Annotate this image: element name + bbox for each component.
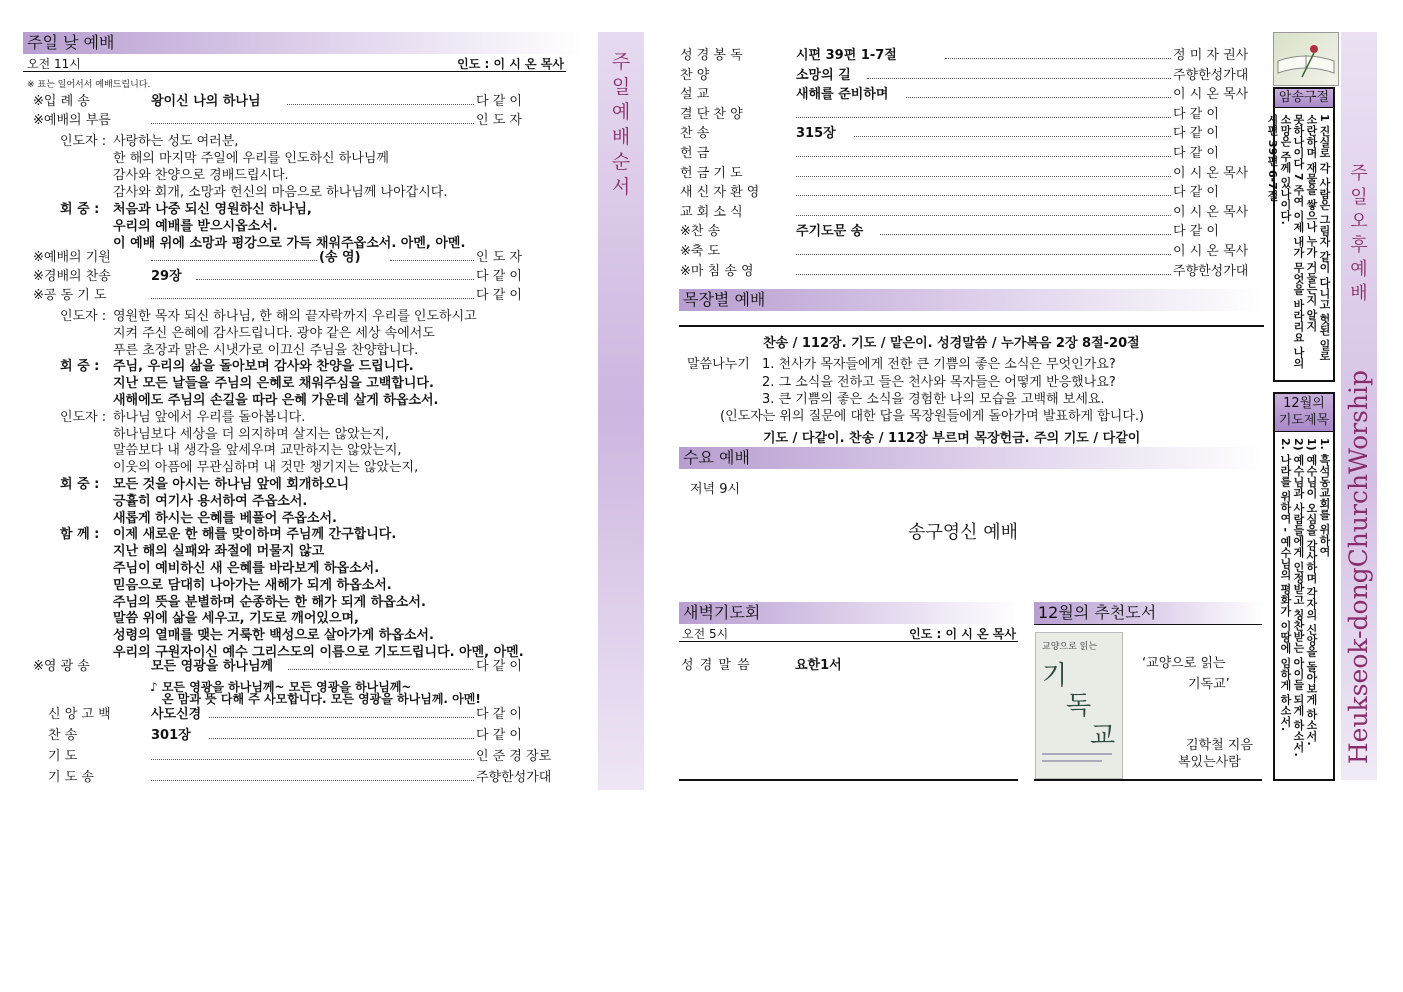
leader-dots	[880, 223, 1171, 235]
order-row	[680, 242, 1263, 261]
leader-dots	[796, 243, 1171, 255]
dawn-rule	[679, 779, 1018, 781]
group-line: 기도 / 다같이. 찬송 / 112장 부르며 목장헌금. 주의 기도 / 다같이	[763, 431, 1141, 446]
order-label: 결 단 찬 양	[680, 106, 743, 122]
order-label: ※예배의 부름	[33, 113, 111, 128]
order-title: (송 영)	[319, 250, 361, 265]
prayer-line: 믿음으로 담대히 나아가는 새해가 되게 하옵소서.	[113, 577, 392, 593]
order-row	[48, 747, 566, 766]
order-band-char: 순	[611, 151, 631, 173]
vertical-text-line: 못하나이다 7 주여 이제 내가 무엇을 바라리요 나의	[1292, 114, 1305, 369]
prayer-line: 성령의 열매를 맺는 거룩한 백성으로 살아가게 하옵소서.	[113, 628, 434, 644]
order-who: 다 같 이	[1173, 224, 1219, 240]
order-row	[680, 124, 1263, 143]
order-who: 다 같 이	[1173, 106, 1219, 122]
call-line: 우리의 예배를 받으시옵소서.	[113, 219, 278, 234]
afternoon-band	[1341, 32, 1377, 780]
book-cover	[1035, 632, 1123, 779]
prayer-speaker-label: 함 께 :	[60, 527, 100, 543]
prayer-line: 새해에도 주님의 손길을 따라 은혜 가운데 살게 하옵소서.	[113, 393, 439, 408]
prayer-line: 주님의 뜻을 분별하며 순종하는 한 해가 되게 하옵소서.	[113, 594, 426, 610]
order-label: 찬 송	[680, 126, 710, 142]
order-title: 모든 영광을 하나님께	[151, 659, 274, 674]
order-who: 다 같 이	[1173, 126, 1219, 142]
sharing-question: 1. 천사가 목자들에게 전한 큰 기쁨의 좋은 소식은 무엇인가요?	[762, 357, 1116, 372]
order-row	[48, 705, 566, 724]
leader-dots	[151, 287, 474, 299]
order-who: 다 같 이	[476, 94, 522, 109]
prayer-topics-box	[1273, 392, 1335, 781]
order-band-char: 예	[611, 101, 631, 123]
order-label: ※입 례 송	[33, 94, 90, 109]
leader-dots	[151, 112, 474, 124]
leader-dots	[796, 204, 1171, 216]
book-title: ‘교양으로 읽는	[1142, 656, 1226, 671]
order-title: 315장	[796, 126, 836, 142]
order-label: ※축 도	[680, 244, 721, 259]
glory-lyric: ♪ 모든 영광을 하나님께~ 모든 영광을 하나님께~	[150, 680, 412, 694]
afternoon-band-char: 주	[1350, 163, 1368, 184]
order-label: 신 앙 고 백	[48, 707, 111, 722]
order-who: 이 시 온 목사	[1173, 204, 1249, 220]
bible-image	[1273, 32, 1339, 86]
order-label: 찬 송	[48, 728, 78, 743]
order-row	[680, 262, 1263, 281]
order-title: 301장	[151, 728, 191, 743]
order-who: 인 도 자	[476, 250, 522, 265]
prayer-line: 주님, 우리의 삶을 돌아보며 감사와 찬양을 드립니다.	[113, 359, 414, 375]
order-label: 교 회 소 식	[680, 204, 743, 220]
order-label: 설 교	[680, 87, 710, 103]
afternoon-band-char: 일	[1350, 187, 1368, 208]
sharing-question: 2. 그 소식을 전하고 들은 천사와 목자들은 어떻게 반응했나요?	[762, 375, 1116, 390]
order-label: 성 경 봉 독	[680, 48, 743, 63]
sharing-note: (인도자는 위의 질문에 대한 답을 목장원들에게 돌아가며 발표하게 합니다.)	[720, 409, 1145, 424]
prayer-line: 우리의 구원자이신 예수 그리스도의 이름으로 기도드립니다. 아멘, 아멘.	[113, 645, 524, 660]
book-cover-subtitle: 교양으로 읽는	[1042, 642, 1098, 652]
memory-verse-header: 암송구절	[1275, 89, 1333, 108]
call-line: 한 해의 마지막 주일에 우리를 인도하신 하나님께	[113, 151, 389, 166]
call-line: 감사와 회개, 소망과 헌신의 마음으로 하나님께 나아갑시다.	[113, 185, 448, 200]
sunday-worship-header: 주일 낮 예배	[23, 32, 583, 54]
order-who: 정 미 자 권사	[1173, 48, 1249, 63]
prayer-line: 지난 모든 날들을 주님의 은혜로 채워주심을 고백합니다.	[113, 376, 434, 392]
order-row	[680, 46, 1263, 65]
order-label: 새 신 자 환 영	[680, 185, 760, 201]
prayer-topics-header: 12월의 기도제목	[1275, 394, 1333, 432]
leader-dots	[796, 184, 1171, 196]
leader-dots	[867, 67, 1171, 79]
prayer-line: 새롭게 하시는 은혜를 베풀어 주옵소서.	[113, 510, 337, 526]
leader-dots	[151, 249, 317, 261]
order-title: 29장	[151, 269, 182, 284]
call-line: 이 예배 위에 소망과 평강으로 가득 채워주옵소서. 아멘, 아멘.	[113, 236, 466, 251]
order-who: 이 시 온 목사	[1173, 87, 1249, 103]
prayer-line: 이제 새로운 한 해를 맞이하며 주님께 간구합니다.	[113, 527, 397, 543]
church-brand: Heukseok-dongChurchWorship	[1344, 370, 1373, 765]
dawn-scripture-label: 성 경 말 씀	[681, 658, 751, 673]
order-row	[33, 267, 566, 286]
standing-note: ※ 표는 일어서서 예배드립니다.	[27, 80, 151, 90]
order-who: 주향한성가대	[476, 770, 552, 785]
book-cover-line	[1042, 753, 1112, 755]
vertical-text-line: 시편 39편 6-7절	[1266, 114, 1279, 201]
order-label: ※영 광 송	[33, 659, 90, 674]
prayer-line: 영원한 목자 되신 하나님, 한 해의 끝자락까지 우리를 인도하시고	[113, 309, 477, 324]
vertical-text-line: 소란하며 재물을 쌓으나 누가 거둘는지 알지	[1305, 114, 1318, 332]
prayer-line: 주님이 예비하신 새 은혜를 바라보게 하옵소서.	[113, 561, 380, 576]
order-band-title	[598, 50, 644, 200]
afternoon-band-char: 배	[1350, 283, 1368, 304]
wednesday-time: 저녁 9시	[690, 482, 741, 497]
vertical-text-line: 1 진실로 각 사람은 그림자 같이 다니고 헛된 일로	[1318, 114, 1331, 362]
order-who: 주향한성가대	[1173, 67, 1249, 83]
order-title: 주기도문 송	[796, 224, 864, 240]
prayer-line: 긍휼히 여기사 용서하여 주옵소서.	[113, 493, 308, 509]
book-author: 김학철 지음	[1186, 738, 1253, 753]
order-who: 다 같 이	[476, 659, 522, 674]
order-label: ※공 동 기 도	[33, 288, 107, 303]
order-label: 찬 양	[680, 67, 710, 83]
leader-dots	[288, 658, 473, 670]
order-label: 헌 금	[680, 146, 710, 161]
book-bottom-rule	[1034, 779, 1262, 781]
call-line: 처음과 나중 되신 영원하신 하나님,	[113, 202, 312, 217]
order-label: 기 도	[48, 749, 78, 764]
dawn-time-row	[679, 624, 1018, 642]
prayer-line: 하나님보다 세상을 더 의지하며 살지는 않았는지,	[113, 426, 389, 442]
dawn-scripture-title: 요한1서	[795, 658, 842, 673]
prayer-line: 말씀 위에 삶을 세우고, 기도로 깨어있으며,	[113, 611, 359, 627]
leader-dots	[287, 93, 474, 105]
order-band-char: 서	[611, 176, 631, 198]
order-label: ※찬 송	[680, 224, 721, 240]
order-row	[33, 92, 566, 111]
order-title: 왕이신 나의 하나님	[151, 94, 261, 109]
leader-dots	[796, 263, 1171, 275]
order-band	[598, 32, 644, 790]
service-leader: 인도 : 이 시 온 목사	[457, 57, 564, 71]
order-row	[680, 183, 1263, 202]
vertical-text-line: 1) 예수님이 오심을 감사하며 각자의 신앙을 돌아보게 하소서.	[1305, 438, 1318, 746]
order-who: 다 같 이	[476, 288, 522, 303]
order-who: 이 시 온 목사	[1173, 165, 1249, 181]
prayer-line: 이웃의 아픔에 무관심하며 내 것만 챙기지는 않았는지,	[113, 460, 419, 476]
order-who: 주향한성가대	[1173, 263, 1249, 279]
order-title: 소망의 길	[796, 67, 851, 83]
order-row	[33, 111, 566, 130]
order-row	[48, 726, 566, 745]
afternoon-band-char: 예	[1350, 259, 1368, 280]
order-title: 새해를 준비하며	[796, 87, 889, 103]
order-title: 사도신경	[151, 707, 202, 722]
leader-dots	[796, 145, 1171, 157]
service-time: 오전 11시	[27, 57, 81, 71]
group-line: 찬송 / 112장. 기도 / 맡은이. 성경말씀 / 누가복음 2장 8절-20절	[763, 336, 1140, 351]
order-row	[680, 144, 1263, 163]
prayer-speaker-label: 회 중 :	[60, 359, 100, 375]
order-row	[680, 203, 1263, 222]
dawn-time: 오전 5시	[682, 627, 729, 641]
prayer-speaker-label: 인도자 :	[60, 309, 107, 324]
vertical-text-line: 1. 흑석동교회를 위하여	[1318, 438, 1331, 557]
order-band-char: 배	[611, 126, 631, 148]
leader-dots	[945, 47, 1171, 59]
order-row	[33, 286, 566, 305]
leader-label: 인도자 :	[60, 134, 107, 149]
order-band-char: 일	[611, 76, 631, 98]
memory-verse-text	[1266, 108, 1333, 378]
order-row	[680, 105, 1263, 124]
sharing-question: 3. 큰 기쁨의 좋은 소식을 경험한 나의 모습을 고백해 보세요.	[762, 392, 1105, 407]
order-label: ※경배의 찬송	[33, 269, 111, 284]
leader-dots	[151, 748, 474, 760]
vertical-text-line: 2) 예수님과 사람들에게 인정받고 칭찬받는 아이들 되게 하소서.	[1292, 438, 1305, 757]
order-row	[680, 222, 1263, 241]
order-who: 다 같 이	[476, 728, 522, 743]
book-cover-char: 교	[1090, 721, 1116, 751]
book-publisher: 복있는사람	[1178, 755, 1241, 770]
prayer-line: 하나님 앞에서 우리를 돌아봅니다.	[113, 409, 306, 425]
book-cover-char: 기	[1042, 661, 1068, 691]
glory-lyric: 온 맘과 뜻 다해 주 사모합니다. 모든 영광을 하나님께. 아멘!	[162, 692, 481, 706]
call-line: 사랑하는 성도 여러분,	[113, 134, 239, 149]
order-label: ※마 침 송 영	[680, 263, 754, 279]
order-label: 기 도 송	[48, 770, 94, 785]
glory-song-row	[33, 657, 566, 676]
book-rule	[1034, 624, 1262, 625]
leader-dots	[151, 769, 474, 781]
book-cover-char: 독	[1066, 691, 1092, 721]
leader-dots	[854, 125, 1171, 137]
sharing-label: 말씀나누기	[687, 357, 750, 372]
order-title: 시편 39편 1-7절	[796, 48, 897, 63]
prayer-line: 지켜 주신 은혜에 감사드립니다. 광야 같은 세상 속에서도	[113, 325, 435, 341]
order-who: 다 같 이	[1173, 185, 1219, 201]
group-rule	[679, 325, 1264, 327]
prayer-speaker-label: 회 중 :	[60, 477, 100, 492]
dawn-leader: 인도 : 이 시 온 목사	[909, 627, 1016, 641]
order-who: 인 도 자	[476, 113, 522, 128]
order-label: 헌 금 기 도	[680, 165, 743, 181]
prayer-topics-text	[1275, 432, 1333, 772]
year-end-service-title: 송구영신 예배	[908, 522, 1019, 543]
prayer-line: 지난 해의 실패와 좌절에 머물지 않고	[113, 544, 324, 560]
leader-dots	[796, 106, 1171, 118]
order-who: 다 같 이	[476, 707, 522, 722]
order-row	[680, 66, 1263, 85]
order-row	[33, 248, 566, 267]
dawn-prayer-header: 새벽기도회	[679, 602, 1019, 624]
order-who: 다 같 이	[1173, 146, 1219, 161]
book-title: 기독교’	[1188, 677, 1230, 692]
book-cover-line	[1042, 760, 1102, 762]
order-who: 다 같 이	[476, 269, 522, 284]
leader-dots	[209, 706, 474, 718]
afternoon-band-title	[1341, 162, 1377, 306]
leader-dots	[796, 165, 1171, 177]
vertical-text-line: 소망은 주께 있나이다.	[1279, 114, 1292, 225]
wednesday-worship-header: 수요 예배	[679, 447, 1264, 469]
prayer-line: 푸른 초장과 맑은 시냇가로 이끄신 주님을 찬양합니다.	[113, 342, 419, 358]
order-who: 인 준 경 장로	[476, 749, 552, 764]
order-row	[680, 85, 1263, 104]
order-row	[680, 164, 1263, 183]
afternoon-band-char: 오	[1350, 211, 1368, 232]
order-band-char: 주	[611, 51, 631, 73]
prayer-line: 말씀보다 내 생각을 앞세우며 교만하지는 않았는지,	[113, 443, 402, 459]
vertical-text-line: 2. 나라를 위하여 - 예수님의 평화가 이땅에 임하게 하소서.	[1279, 438, 1292, 732]
book-header: 12월의 추천도서	[1034, 602, 1264, 624]
leader-dots	[906, 86, 1171, 98]
call-line: 감사와 찬양으로 경배드립시다.	[113, 168, 289, 183]
order-label: ※예배의 기원	[33, 250, 111, 265]
prayer-line: 모든 것을 아시는 하나님 앞에 회개하오니	[113, 477, 350, 492]
leader-dots	[390, 249, 474, 261]
congregation-label: 회 중 :	[60, 202, 100, 217]
group-worship-header: 목장별 예배	[679, 289, 1264, 311]
leader-dots	[196, 268, 474, 280]
afternoon-band-char: 후	[1350, 235, 1368, 256]
time-row	[23, 54, 566, 72]
bible-rose-icon	[1274, 33, 1338, 85]
memory-verse-box	[1266, 87, 1335, 382]
order-who: 이 시 온 목사	[1173, 244, 1249, 259]
prayer-speaker-label: 인도자 :	[60, 409, 107, 425]
order-row	[48, 768, 566, 787]
leader-dots	[209, 727, 474, 739]
